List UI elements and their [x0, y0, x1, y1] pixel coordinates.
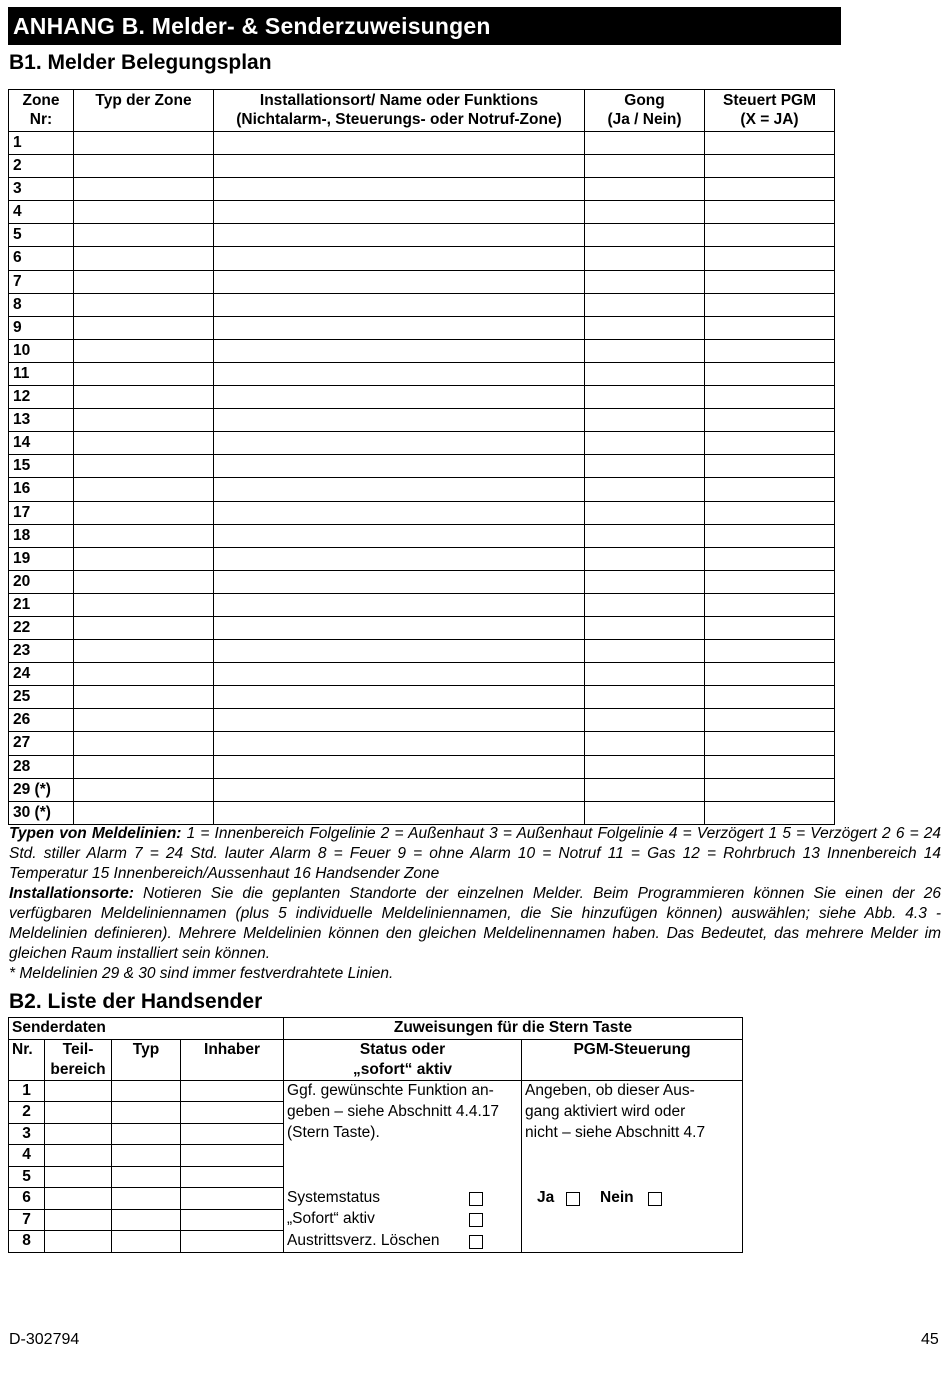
zone-number: 16: [9, 478, 74, 501]
table-row: [9, 1145, 743, 1167]
pgm-empty: [522, 1209, 743, 1231]
zone-number: 11: [9, 362, 74, 385]
zone-type-cell[interactable]: [74, 432, 214, 455]
zone-type-cell[interactable]: [74, 478, 214, 501]
col-pgm-line2: (X = JA): [740, 111, 799, 128]
remote-number: 3: [9, 1123, 45, 1145]
zone-location-cell[interactable]: [214, 201, 585, 224]
table-row: [9, 709, 835, 732]
pgm-description: nicht – siehe Abschnitt 4.7: [522, 1123, 743, 1145]
zone-pgm-cell[interactable]: [705, 686, 835, 709]
zone-location-cell[interactable]: [214, 432, 585, 455]
zone-location-cell[interactable]: [214, 478, 585, 501]
remote-number: 7: [9, 1209, 45, 1231]
col-zone-line2: Nr:: [29, 111, 53, 128]
zone-chime-cell[interactable]: [585, 178, 705, 201]
table-row: [9, 778, 835, 801]
table-row: [9, 316, 835, 339]
col-zone-header: [9, 90, 74, 132]
zone-chime-cell[interactable]: [585, 801, 705, 824]
remote-type-cell[interactable]: [112, 1102, 181, 1124]
table-row: [9, 270, 835, 293]
remote-owner-cell[interactable]: [181, 1102, 284, 1124]
zone-location-cell[interactable]: [214, 616, 585, 639]
table-row: [9, 224, 835, 247]
remote-type-cell[interactable]: [112, 1166, 181, 1188]
zone-location-cell[interactable]: [214, 755, 585, 778]
zone-type-cell[interactable]: [74, 570, 214, 593]
pgm-description: gang aktiviert wird oder: [522, 1102, 743, 1124]
table-row: [9, 1166, 743, 1188]
remote-type-cell[interactable]: [112, 1209, 181, 1231]
remote-partition-cell[interactable]: [45, 1080, 112, 1102]
table-row: [9, 663, 835, 686]
table-row: [9, 409, 835, 432]
zone-number: 2: [9, 155, 74, 178]
zone-type-cell[interactable]: [74, 686, 214, 709]
zone-location-cell[interactable]: [214, 801, 585, 824]
remote-number: 4: [9, 1145, 45, 1167]
zone-pgm-cell[interactable]: [705, 455, 835, 478]
zone-chime-cell[interactable]: [585, 432, 705, 455]
table-row: [9, 686, 835, 709]
zone-chime-cell[interactable]: [585, 386, 705, 409]
remote-owner-cell[interactable]: [181, 1123, 284, 1145]
zone-type-cell[interactable]: [74, 593, 214, 616]
col-location-line1: Installationsort/ Name oder Funktions: [259, 92, 539, 109]
zone-location-cell[interactable]: [214, 570, 585, 593]
col-partition-line1: Teil-: [62, 1040, 94, 1058]
status-empty: [284, 1166, 522, 1188]
zone-pgm-cell[interactable]: [705, 616, 835, 639]
status-description: Ggf. gewünschte Funktion an-: [284, 1080, 522, 1102]
document-id: D-302794: [9, 1331, 80, 1348]
zone-number: 9: [9, 316, 74, 339]
remote-owner-cell[interactable]: [181, 1188, 284, 1210]
page-number: 45: [921, 1331, 939, 1348]
zone-number: 7: [9, 270, 74, 293]
zone-pgm-cell[interactable]: [705, 570, 835, 593]
zone-type-cell[interactable]: [74, 201, 214, 224]
table-row: [9, 524, 835, 547]
col-pgm-control-header: PGM-Steuerung: [522, 1039, 743, 1080]
col-location-header: [214, 90, 585, 132]
zone-chime-cell[interactable]: [585, 663, 705, 686]
legend-types-label: Typen von Meldelinien:: [9, 825, 182, 842]
table-row: [9, 432, 835, 455]
zone-pgm-cell[interactable]: [705, 755, 835, 778]
table-row: [9, 755, 835, 778]
zone-location-cell[interactable]: [214, 270, 585, 293]
table-row: [9, 132, 835, 155]
detector-table: [8, 89, 835, 825]
table-row: [9, 455, 835, 478]
status-option-label: Systemstatus: [287, 1188, 381, 1206]
zone-pgm-cell[interactable]: [705, 547, 835, 570]
legend: [9, 824, 941, 984]
table-row: [9, 640, 835, 663]
legend-places-label: Installationsorte:: [9, 885, 134, 902]
zone-type-cell[interactable]: [74, 778, 214, 801]
zone-chime-cell[interactable]: [585, 616, 705, 639]
col-pgm-line1: Steuert PGM: [722, 92, 816, 109]
remote-owner-cell[interactable]: [181, 1145, 284, 1167]
option-checkbox[interactable]: [469, 1235, 483, 1249]
table-row: [9, 593, 835, 616]
option-checkbox[interactable]: [469, 1192, 483, 1206]
zone-type-cell[interactable]: [74, 616, 214, 639]
zone-chime-cell[interactable]: [585, 501, 705, 524]
zone-pgm-cell[interactable]: [705, 732, 835, 755]
zone-number: 29 (*): [9, 778, 74, 801]
zone-pgm-cell[interactable]: [705, 478, 835, 501]
zone-pgm-cell[interactable]: [705, 178, 835, 201]
zone-chime-cell[interactable]: [585, 362, 705, 385]
remote-owner-cell[interactable]: [181, 1166, 284, 1188]
zone-chime-cell[interactable]: [585, 224, 705, 247]
zone-type-cell[interactable]: [74, 524, 214, 547]
group-star-key: Zuweisungen für die Stern Taste: [284, 1018, 743, 1040]
zone-number: 27: [9, 732, 74, 755]
status-option: [284, 1231, 522, 1253]
zone-number: 6: [9, 247, 74, 270]
section-b2-title: B2. Liste der Handsender: [9, 990, 263, 1013]
zone-pgm-cell[interactable]: [705, 709, 835, 732]
remote-number: 2: [9, 1102, 45, 1124]
legend-note: * Meldelinien 29 & 30 sind immer festverdrahtete Linien.: [9, 965, 394, 982]
zone-chime-cell[interactable]: [585, 709, 705, 732]
section-b1-title: B1. Melder Belegungsplan: [9, 51, 272, 74]
zone-chime-cell[interactable]: [585, 640, 705, 663]
zone-type-cell[interactable]: [74, 455, 214, 478]
group-sender-data: Senderdaten: [9, 1018, 284, 1040]
zone-type-cell[interactable]: [74, 339, 214, 362]
zone-chime-cell[interactable]: [585, 201, 705, 224]
zone-pgm-cell[interactable]: [705, 409, 835, 432]
status-empty: [284, 1145, 522, 1167]
zone-chime-cell[interactable]: [585, 270, 705, 293]
remote-type-cell[interactable]: [112, 1145, 181, 1167]
zone-location-cell[interactable]: [214, 247, 585, 270]
zone-location-cell[interactable]: [214, 547, 585, 570]
table-row: [9, 293, 835, 316]
status-option-label: Austrittsverz. Löschen: [287, 1231, 440, 1249]
table-row: [9, 201, 835, 224]
zone-number: 10: [9, 339, 74, 362]
zone-pgm-cell[interactable]: [705, 524, 835, 547]
zone-chime-cell[interactable]: [585, 524, 705, 547]
zone-pgm-cell[interactable]: [705, 801, 835, 824]
zone-location-cell[interactable]: [214, 293, 585, 316]
table-row: [9, 501, 835, 524]
table-row: [9, 478, 835, 501]
zone-type-cell[interactable]: [74, 316, 214, 339]
col-nr-header: Nr.: [9, 1039, 45, 1080]
zone-pgm-cell[interactable]: [705, 201, 835, 224]
zone-number: 12: [9, 386, 74, 409]
zone-number: 23: [9, 640, 74, 663]
zone-location-cell[interactable]: [214, 132, 585, 155]
zone-location-cell[interactable]: [214, 155, 585, 178]
col-pgm-header: [705, 90, 835, 132]
zone-number: 22: [9, 616, 74, 639]
legend-places: [9, 884, 941, 964]
remote-partition-cell[interactable]: [45, 1209, 112, 1231]
remote-number: 5: [9, 1166, 45, 1188]
zone-pgm-cell[interactable]: [705, 132, 835, 155]
zone-type-cell[interactable]: [74, 663, 214, 686]
zone-location-cell[interactable]: [214, 524, 585, 547]
remote-partition-cell[interactable]: [45, 1145, 112, 1167]
zone-number: 25: [9, 686, 74, 709]
zone-number: 14: [9, 432, 74, 455]
legend-places-text: Notieren Sie die geplanten Standorte der einzelnen Melder. Beim Programmieren können Sie einen der 26 verfügbaren Meldeliniennamen (plus 5 individuelle Meldeliniennamen, die Sie hinzufügen können) auswählen; siehe Abb. 4.3 - Meldelinien definieren). Mehrere Meldelinien können den gleichen Meldelinennamen haben. Das Bedeutet, das mehrere Melder im gleichen Raum installiert sein können.: [9, 885, 941, 962]
table-row: [9, 801, 835, 824]
zone-type-cell[interactable]: [74, 732, 214, 755]
zone-type-cell[interactable]: [74, 709, 214, 732]
remote-owner-cell[interactable]: [181, 1080, 284, 1102]
status-description: (Stern Taste).: [284, 1123, 522, 1145]
zone-type-cell[interactable]: [74, 362, 214, 385]
zone-location-cell[interactable]: [214, 709, 585, 732]
zone-chime-cell[interactable]: [585, 778, 705, 801]
zone-number: 5: [9, 224, 74, 247]
remote-table: [8, 1017, 743, 1253]
zone-type-cell[interactable]: [74, 640, 214, 663]
zone-chime-cell[interactable]: [585, 247, 705, 270]
zone-chime-cell[interactable]: [585, 732, 705, 755]
zone-chime-cell[interactable]: [585, 570, 705, 593]
table-row: [9, 1080, 743, 1102]
zone-pgm-cell[interactable]: [705, 270, 835, 293]
table-row: [9, 1209, 743, 1231]
status-description: geben – siehe Abschnitt 4.4.17: [284, 1102, 522, 1124]
zone-chime-cell[interactable]: [585, 155, 705, 178]
ja-label: Ja: [537, 1188, 555, 1206]
remote-partition-cell[interactable]: [45, 1231, 112, 1253]
zone-type-cell[interactable]: [74, 224, 214, 247]
pgm-empty: [522, 1231, 743, 1253]
zone-chime-cell[interactable]: [585, 478, 705, 501]
zone-location-cell[interactable]: [214, 663, 585, 686]
table-row: [9, 547, 835, 570]
zone-chime-cell[interactable]: [585, 455, 705, 478]
option-checkbox[interactable]: [469, 1213, 483, 1227]
zone-chime-cell[interactable]: [585, 547, 705, 570]
remote-number: 8: [9, 1231, 45, 1253]
zone-pgm-cell[interactable]: [705, 155, 835, 178]
col-zone-line1: Zone: [22, 92, 60, 109]
zone-pgm-cell[interactable]: [705, 663, 835, 686]
zone-type-cell[interactable]: [74, 247, 214, 270]
zone-pgm-cell[interactable]: [705, 432, 835, 455]
remote-partition-cell[interactable]: [45, 1102, 112, 1124]
zone-chime-cell[interactable]: [585, 593, 705, 616]
status-option-label: „Sofort“ aktiv: [287, 1210, 375, 1227]
table-row: [9, 155, 835, 178]
table-row: [9, 1231, 743, 1253]
zone-pgm-cell[interactable]: [705, 362, 835, 385]
col-location-line2: (Nichtalarm-, Steuerungs- oder Notruf-Zone): [236, 111, 562, 128]
zone-pgm-cell[interactable]: [705, 640, 835, 663]
zone-chime-cell[interactable]: [585, 339, 705, 362]
zone-location-cell[interactable]: [214, 339, 585, 362]
legend-types-text: 1 = Innenbereich Folgelinie 2 = Außenhaut 3 = Außenhaut Folgelinie 4 = Verzögert 1 5 = Verzögert 2 6 = 24 Std. stiller Alarm 7 = 24 Std. lauter Alarm 8 = Feuer 9 = ohne Alarm 10 = Notruf 11 = Gas 12 = Rohrbruch 13 Innenbereich 14 Temperatur 15 Innenbereich/Aussenhaut 16 Handsender Zone: [9, 825, 941, 882]
pgm-choice: [522, 1188, 743, 1210]
zone-pgm-cell[interactable]: [705, 386, 835, 409]
ja-checkbox[interactable]: [566, 1192, 580, 1206]
zone-location-cell[interactable]: [214, 178, 585, 201]
zone-pgm-cell[interactable]: [705, 247, 835, 270]
legend-types: [9, 824, 941, 884]
zone-number: 15: [9, 455, 74, 478]
zone-pgm-cell[interactable]: [705, 224, 835, 247]
zone-location-cell[interactable]: [214, 732, 585, 755]
col-chime-header: [585, 90, 705, 132]
zone-chime-cell[interactable]: [585, 132, 705, 155]
nein-label: Nein: [600, 1188, 634, 1206]
zone-type-cell[interactable]: [74, 270, 214, 293]
zone-chime-cell[interactable]: [585, 686, 705, 709]
pgm-description: Angeben, ob dieser Aus-: [522, 1080, 743, 1102]
zone-type-cell[interactable]: [74, 801, 214, 824]
zone-number: 28: [9, 755, 74, 778]
remote-type-cell[interactable]: [112, 1188, 181, 1210]
table-row: [9, 178, 835, 201]
zone-pgm-cell[interactable]: [705, 593, 835, 616]
nein-checkbox[interactable]: [648, 1192, 662, 1206]
zone-type-cell[interactable]: [74, 132, 214, 155]
zone-location-cell[interactable]: [214, 224, 585, 247]
zone-number: 20: [9, 570, 74, 593]
zone-type-cell[interactable]: [74, 155, 214, 178]
zone-location-cell[interactable]: [214, 362, 585, 385]
col-type-header: Typ der Zone: [74, 90, 214, 132]
pgm-empty: [522, 1145, 743, 1167]
appendix-banner: ANHANG B. Melder- & Senderzuweisungen: [8, 7, 841, 45]
zone-chime-cell[interactable]: [585, 755, 705, 778]
col-partition-header: [45, 1039, 112, 1080]
zone-number: 18: [9, 524, 74, 547]
zone-chime-cell[interactable]: [585, 409, 705, 432]
col-chime-line2: (Ja / Nein): [607, 111, 682, 128]
col-owner-header: Inhaber: [181, 1039, 284, 1080]
zone-location-cell[interactable]: [214, 778, 585, 801]
table-row: [9, 386, 835, 409]
zone-number: 24: [9, 663, 74, 686]
remote-owner-cell[interactable]: [181, 1231, 284, 1253]
remote-number: 1: [9, 1080, 45, 1102]
remote-partition-cell[interactable]: [45, 1166, 112, 1188]
remote-partition-cell[interactable]: [45, 1188, 112, 1210]
zone-type-cell[interactable]: [74, 178, 214, 201]
zone-pgm-cell[interactable]: [705, 778, 835, 801]
zone-pgm-cell[interactable]: [705, 501, 835, 524]
table-row: [9, 732, 835, 755]
col-chime-line1: Gong: [624, 92, 665, 109]
zone-type-cell[interactable]: [74, 293, 214, 316]
zone-pgm-cell[interactable]: [705, 293, 835, 316]
col-typ-header: Typ: [112, 1039, 181, 1080]
zone-pgm-cell[interactable]: [705, 316, 835, 339]
remote-type-cell[interactable]: [112, 1231, 181, 1253]
table-row: [9, 339, 835, 362]
zone-chime-cell[interactable]: [585, 316, 705, 339]
zone-number: 21: [9, 593, 74, 616]
zone-type-cell[interactable]: [74, 547, 214, 570]
table-row: [9, 616, 835, 639]
zone-type-cell[interactable]: [74, 409, 214, 432]
zone-number: 4: [9, 201, 74, 224]
zone-location-cell[interactable]: [214, 593, 585, 616]
zone-number: 8: [9, 293, 74, 316]
zone-location-cell[interactable]: [214, 455, 585, 478]
zone-chime-cell[interactable]: [585, 293, 705, 316]
detector-table-header: [9, 90, 835, 132]
zone-number: 13: [9, 409, 74, 432]
zone-location-cell[interactable]: [214, 409, 585, 432]
zone-type-cell[interactable]: [74, 386, 214, 409]
remote-number: 6: [9, 1188, 45, 1210]
zone-number: 19: [9, 547, 74, 570]
col-partition-line2: bereich: [50, 1060, 106, 1078]
pgm-empty: [522, 1166, 743, 1188]
zone-number: 3: [9, 178, 74, 201]
zone-location-cell[interactable]: [214, 501, 585, 524]
table-row: [9, 570, 835, 593]
zone-type-cell[interactable]: [74, 501, 214, 524]
zone-location-cell[interactable]: [214, 316, 585, 339]
table-row: [9, 1188, 743, 1210]
remote-type-cell[interactable]: [112, 1080, 181, 1102]
table-row: [9, 1102, 743, 1124]
status-option: [284, 1188, 522, 1210]
col-status-header: [284, 1039, 522, 1080]
table-row: [9, 247, 835, 270]
zone-number: 30 (*): [9, 801, 74, 824]
table-row: [9, 1123, 743, 1145]
remote-owner-cell[interactable]: [181, 1209, 284, 1231]
zone-number: 17: [9, 501, 74, 524]
remote-type-cell[interactable]: [112, 1123, 181, 1145]
status-option: [284, 1209, 522, 1231]
zone-location-cell[interactable]: [214, 640, 585, 663]
table-row: [9, 362, 835, 385]
zone-location-cell[interactable]: [214, 686, 585, 709]
zone-type-cell[interactable]: [74, 755, 214, 778]
zone-pgm-cell[interactable]: [705, 339, 835, 362]
zone-location-cell[interactable]: [214, 386, 585, 409]
zone-number: 26: [9, 709, 74, 732]
remote-partition-cell[interactable]: [45, 1123, 112, 1145]
col-status-line1: Status oder: [359, 1040, 446, 1058]
col-status-line2: „sofort“ aktiv: [352, 1060, 453, 1078]
zone-number: 1: [9, 132, 74, 155]
